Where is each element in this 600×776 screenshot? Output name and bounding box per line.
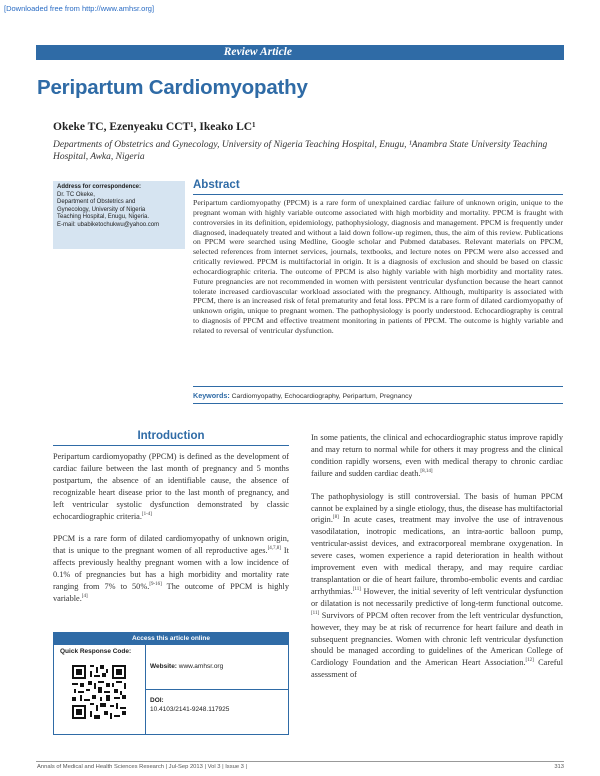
website-line [150, 663, 223, 670]
keywords-divider-top [193, 386, 563, 387]
body-paragraph: The pathophysiology is still controversial. The basis of human PPCM cannot be explained by a single etiology, thus, the disease has multifactorial origin.[8] In acute cases, treatment may involve the use of intravenous vasodilatation, inotropic medications, an intra-aortic balloon pump, ventricular-assist devices, and extracorporeal membrane oxygenation. In severe cases, women experience a rapid deterioration in health without improvement even with medical therapy, and may require cardiac transplantation or die of heart failure, thrombo-embolic events and cardiac arrhythmias.[11] However, the initial severity of left ventricular dysfunction or dilatation is not necessarily predictive of long-term functional outcome.[11] Survivors of PPCM often recover from the left ventricular dysfunction, however, they may be at risk of recurrence for heart failure and death in subsequent pregnancies. Women with chronic left ventricular dysfunction should be managed according to guidelines of the American College of Cardiology Foundation and the American Heart Association.[12] Careful assessment of [311, 491, 563, 680]
right-column-body [311, 432, 563, 692]
citation[interactable]: [4] [81, 594, 88, 600]
correspondence-email[interactable]: E-mail: ubabiketochukwu@yahoo.com [57, 221, 160, 228]
correspondence-heading: Address for correspondence: [57, 184, 142, 190]
doi-block [150, 696, 229, 714]
article-title: Peripartum Cardiomyopathy [37, 76, 308, 99]
left-column-body [53, 451, 289, 616]
abstract-heading: Abstract [193, 179, 240, 191]
author-affiliations: Departments of Obstetrics and Gynecology, University of Nigeria Teaching Hospital, Enugu, ¹Anambra State University Teaching Hospital, Awka, Nigeria [53, 140, 548, 162]
qr-code-icon[interactable] [70, 663, 128, 721]
keywords-label: Keywords: [193, 391, 230, 400]
download-notice-link[interactable]: [Downloaded free from http://www.amhsr.org] [4, 4, 155, 13]
footer-divider [36, 761, 564, 762]
introduction-heading: Introduction [137, 430, 205, 442]
footer-journal-info: Annals of Medical and Health Sciences Research | Jul-Sep 2013 | Vol 3 | Issue 3 | [37, 764, 247, 770]
website-link[interactable]: www.amhsr.org [178, 663, 224, 670]
intro-paragraph: Peripartum cardiomyopathy (PPCM) is defined as the development of cardiac failure between the last month of pregnancy and 5 months postpartum, the absence of an identifiable cause, the absence of recognizable heart disease prior to the last month of pregnancy, and left ventricular systolic dysfunction demonstrated by classic echocardiographic criteria.[1-4] [53, 452, 289, 521]
correspondence-line: Gynecology, University of Nigeria [57, 206, 146, 213]
doi-value[interactable]: 10.4103/2141-9248.117925 [150, 706, 230, 713]
correspondence-box [53, 181, 185, 249]
abstract-text: Peripartum cardiomyopathy (PPCM) is a rare form of unexplained cardiac failure of unknown origin, unique to the pregnant woman with highly variable outcome associated with high morbidity and mortality. PPCM is fraught with controversies in its definition, epidemiology, pathophysiology, diagnosis and management. PPCM is frequently under diagnosed, inadequately treated and without a laid down follow-up regimen, thus, the aim of this review. Publications on PPCM were searched using Medline, Google scholar and Pubmed databases. Relevant materials on PPCM, selected references from internet services, journals, textbooks, and lecture notes on PPCM were also accessed and critically reviewed. PPCM is multifactorial in origin. It is a diagnosis of exclusion and should be based on classic echocardiographic criteria. The outcome of PPCM is also highly variable with high morbidity and mortality rates. Future pregnancies are not recommended in women with persistent ventricular dysfunction because the heart cannot tolerate increased cardiovascular workload associated with the pregnancy. Although, multiparity is associated with PPCM, there is an increased risk of fetal prematurity and fetal loss. PPCM is a rare form of dilated cardiomyopathy of unknown origin, unique to pregnant women. The pathophysiology is poorly understood. Echocardiography is central to diagnosis of PPCM and effective treatment monitoring in patients of PPCM. The outcome is highly variable and related to reversal of ventricular dysfunction. [193, 198, 563, 335]
website-label: Website: [150, 663, 177, 670]
citation[interactable]: [1-4] [141, 511, 152, 517]
article-type-label: Review Article [223, 46, 292, 58]
citation[interactable]: [8,14] [420, 468, 433, 474]
access-box-row-divider [145, 689, 288, 690]
correspondence-line: Teaching Hospital, Enugu, Nigeria. [57, 214, 150, 221]
introduction-divider [53, 445, 289, 446]
access-box-heading: Access this article online [54, 633, 288, 645]
correspondence-line: Dr. TC Okeke, [57, 191, 95, 198]
citation[interactable]: [9-16] [149, 582, 162, 588]
citation[interactable]: [8] [332, 515, 339, 521]
correspondence-line: Department of Obstetrics and [57, 199, 136, 206]
access-article-box [53, 632, 289, 735]
body-paragraph: In some patients, the clinical and echocardiographic status improve rapidly and may return to normal while for others it may progress and the clinical condition rapidly worsens, even with medical therapy to chronic cardiac failure and sudden cardiac death.[8,14] [311, 433, 563, 478]
citation[interactable]: [11] [311, 610, 320, 616]
citation[interactable]: [11] [352, 587, 361, 593]
qr-code-label: Quick Response Code: [60, 648, 132, 655]
author-list: Okeke TC, Ezenyeaku CCT¹, Ikeako LC¹ [53, 121, 256, 133]
citation[interactable]: [12] [525, 658, 534, 664]
page-number: 313 [554, 764, 564, 770]
keywords-divider-bottom [193, 403, 563, 404]
keywords-line [193, 391, 412, 400]
intro-paragraph: PPCM is a rare form of dilated cardiomyopathy of unknown origin, that is unique to the pregnant women of all reproductive ages.[4,7,8] It affects previously healthy pregnant women with a low incidence of 0.1% of pregnancies but has a high morbidity and mortality rate ranging from 7% to 50%.[9-16] The outcome of PPCM is highly variable.[4] [53, 534, 289, 603]
doi-label: DOI: [150, 697, 164, 704]
citation[interactable]: [4,7,8] [267, 546, 281, 552]
abstract-divider [193, 194, 563, 195]
keywords-text: Cardiomyopathy, Echocardiography, Peripartum, Pregnancy [231, 393, 412, 400]
